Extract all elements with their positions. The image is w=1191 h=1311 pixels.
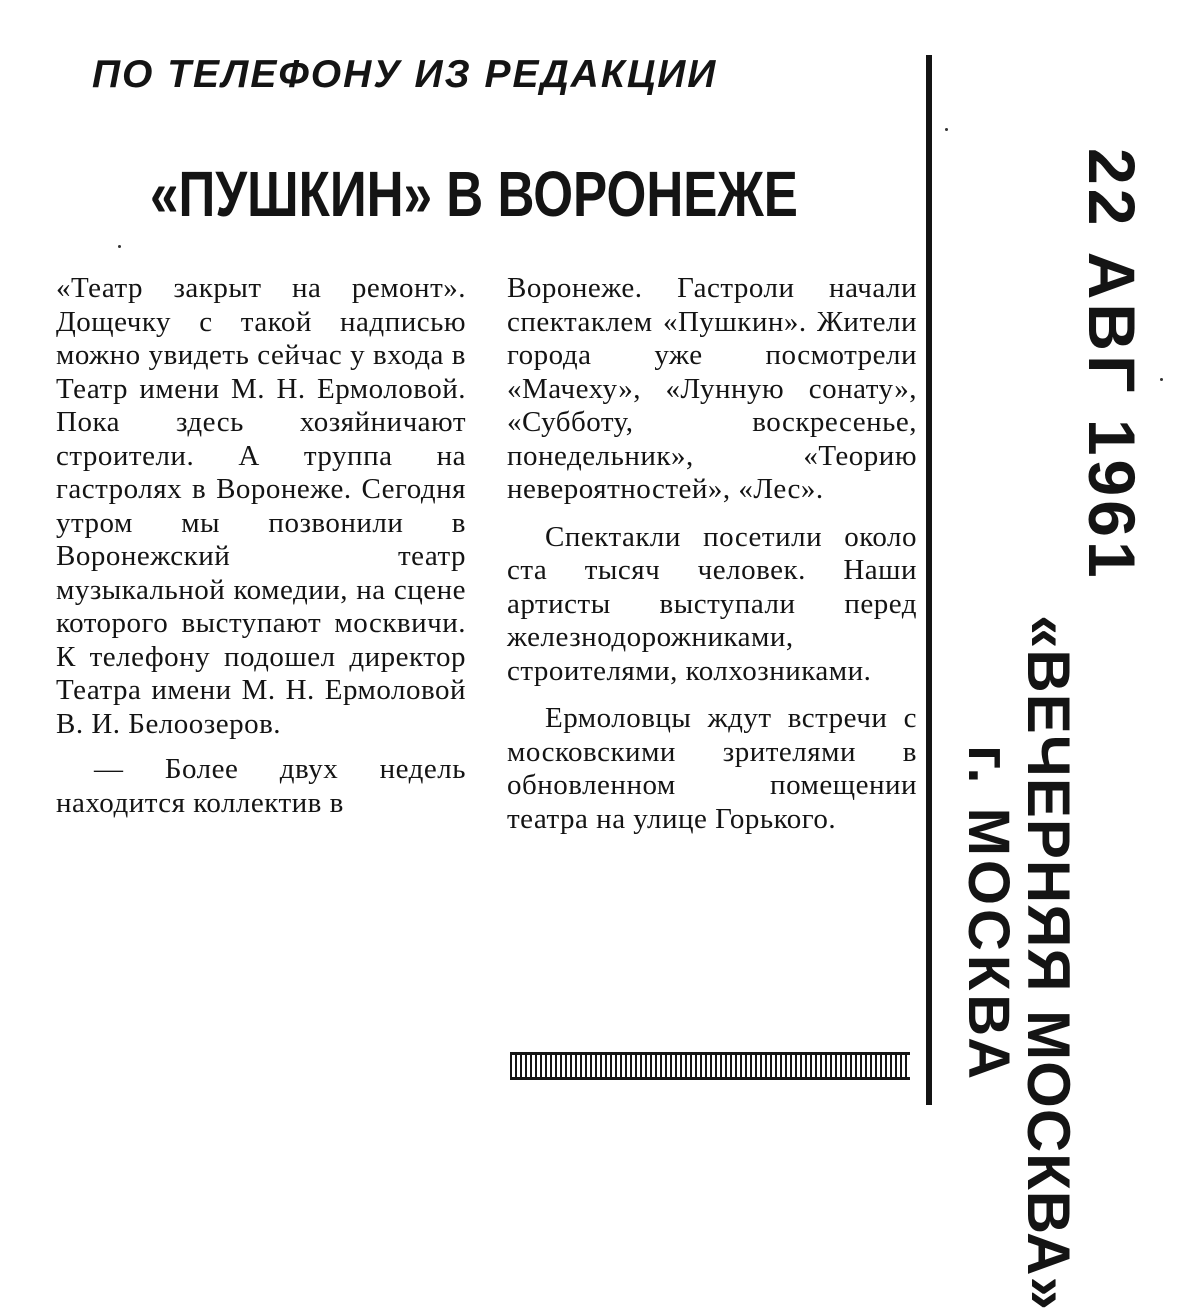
paragraph: Ермоловцы ждут встречи с московскими зрителями в обновленном помещении театра на улице Горького. [507, 702, 917, 835]
article-column-left [56, 272, 466, 820]
stamp-date: 22 АВГ 1961 [1075, 148, 1149, 582]
paragraph: Воронеже. Гастроли начали спектаклем «Пушкин». Жители города уже посмотрели «Мачеху», «Лунную сонату», «Субботу, воскресенье, понедельник», «Теорию невероятностей», «Лес». [507, 272, 917, 505]
clipping-edge-rule [926, 55, 932, 1105]
print-speck [118, 245, 121, 248]
stamp-newspaper-name: «ВЕЧЕРНЯЯ МОСКВА» [1015, 615, 1082, 1311]
stamp-city: г. МОСКВА [956, 745, 1021, 1084]
paragraph: «Театр закрыт на ремонт». Дощечку с такой надписью можно увидеть сейчас у входа в Театр имени М. Н. Ермоловой. Пока здесь хозяйничают строители. А труппа на гастролях в Воронеже. Сегодня утром мы позвонили в Воронежский театр музыкальной комедии, на сцене которого выступают москвичи. К телефону подошел директор Театра имени М. Н. Ермоловой В. И. Белоозеров. [56, 272, 466, 740]
paragraph: Спектакли посетили около ста тысяч человек. Наши артисты выступали перед железнодорожниками, строителями, колхозниками. [507, 520, 917, 687]
print-speck [945, 128, 948, 131]
rubric-heading: ПО ТЕЛЕФОНУ ИЗ РЕДАКЦИИ [92, 53, 718, 96]
end-of-article-ornament [510, 1052, 910, 1080]
print-speck [1160, 378, 1163, 381]
paragraph: — Более двух недель находится коллектив в [56, 753, 466, 819]
article-headline: «ПУШКИН» В ВОРОНЕЖЕ [150, 158, 798, 230]
article-column-right [507, 272, 917, 836]
